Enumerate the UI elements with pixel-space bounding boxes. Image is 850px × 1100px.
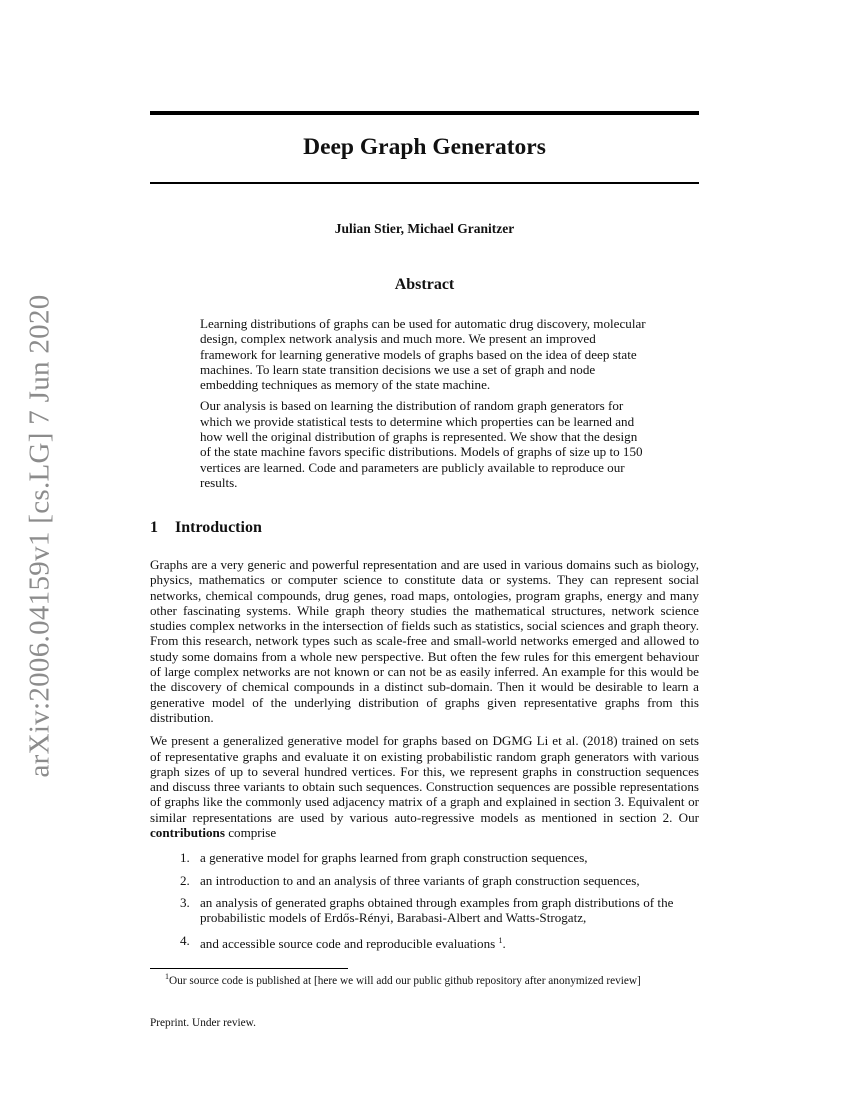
paper-title: Deep Graph Generators <box>303 134 546 160</box>
footnote-divider <box>150 968 348 969</box>
section-heading-introduction <box>150 519 262 537</box>
list-item <box>150 850 699 865</box>
footnote-text: Our source code is published at [here we will add our public github repository after anonymized review] <box>169 975 641 987</box>
title-top-rule <box>150 111 699 115</box>
list-item <box>150 895 699 926</box>
abstract-paragraph: Learning distributions of graphs can be used for automatic drug discovery, molecular design, complex network analysis and much more. We present an improved framework for learning generative models of graphs based on the idea of deep state machines. To learn state transition decisions we use a set of graph and node embedding techniques as memory of the state machine. <box>200 316 646 393</box>
body-paragraph: Graphs are a very generic and powerful representation and are used in various domains such as biology, physics, mathematics or computer science to constitute data or systems. They can represent social networks, chemical compounds, drug genes, road maps, ontologies, program graphs, energy and many other fascinating systems. While graph theory studies the mathematical structures, network science studies complex networks in the intersection of fields such as statistics, social sciences and graph theory. From this research, network types such as scale-free and small-world networks emerged and allowed to study some domains from a whole new perspective. But often the few rules for this emergent behaviour of large complex networks are not known or can not be as easily inferred. An example for this would be the discovery of chemical compounds in a distinct sub-domain. Then it would be desirable to learn a generative model of the underlying distribution of graphs given representative graphs from this distribution. <box>150 557 699 725</box>
section-title: Introduction <box>175 519 262 536</box>
footnote-marker[interactable]: 1 <box>498 935 503 945</box>
list-item-text: an introduction to and an analysis of three variants of graph construction sequences, <box>200 872 640 888</box>
section-number: 1 <box>150 519 158 536</box>
body-paragraph <box>150 733 699 840</box>
list-item-text: a generative model for graphs learned from graph construction sequences, <box>200 850 588 866</box>
paragraph-text: We present a generalized generative model for graphs based on DGMG Li et al. (2018) trained on sets of representative graphs and evaluate it on existing probabilistic random graph generators with various graph sizes of up to several hundred vertices. For this, we represent graphs in construction sequences and discuss three variants to obtain such sequences. Construction sequences are possible representations of graphs like the commonly used adjacency matrix of a graph and explained in section 3. Equivalent or similar representations are used by various auto-regressive models as mentioned in section 2. Our <box>150 733 699 825</box>
bold-term-contributions: contributions <box>150 825 225 841</box>
list-item-number: 3. <box>180 894 190 910</box>
list-item-text: an analysis of generated graphs obtained through examples from graph distributions of the probabilistic models of Erdős-Rényi, Barabasi-Albert and Watts-Strogatz, <box>200 894 674 926</box>
paragraph-text: comprise <box>228 825 277 841</box>
list-item-number: 4. <box>180 932 190 948</box>
list-item-tail: . <box>502 935 506 951</box>
list-item-number: 2. <box>180 872 190 888</box>
paper-authors: Julian Stier, Michael Granitzer <box>334 221 515 236</box>
list-item <box>150 933 699 951</box>
contributions-list <box>150 850 699 950</box>
footnote-number: 1 <box>165 972 169 981</box>
list-item <box>150 873 699 888</box>
list-item-text: and accessible source code and reproducible evaluations <box>200 935 496 951</box>
list-item-number: 1. <box>180 850 190 866</box>
introduction-body <box>150 557 699 958</box>
arxiv-identifier-text: arXiv:2006.04159v1 [cs.LG] 7 Jun 2020 <box>23 294 56 778</box>
title-bottom-rule <box>150 182 699 184</box>
preprint-notice: Preprint. Under review. <box>150 1017 256 1029</box>
abstract-heading: Abstract <box>394 276 455 293</box>
abstract-body <box>200 316 650 496</box>
footnote <box>165 972 699 987</box>
abstract-paragraph: Our analysis is based on learning the distribution of random graph generators for which we provide statistical tests to determine which properties can be learned and how well the original distribution of graphs is represented. We show that the design of the state machine favors specific distributions. Models of graphs of size up to 150 vertices are learned. Code and parameters are publicly available to reproduce our results. <box>200 398 643 490</box>
